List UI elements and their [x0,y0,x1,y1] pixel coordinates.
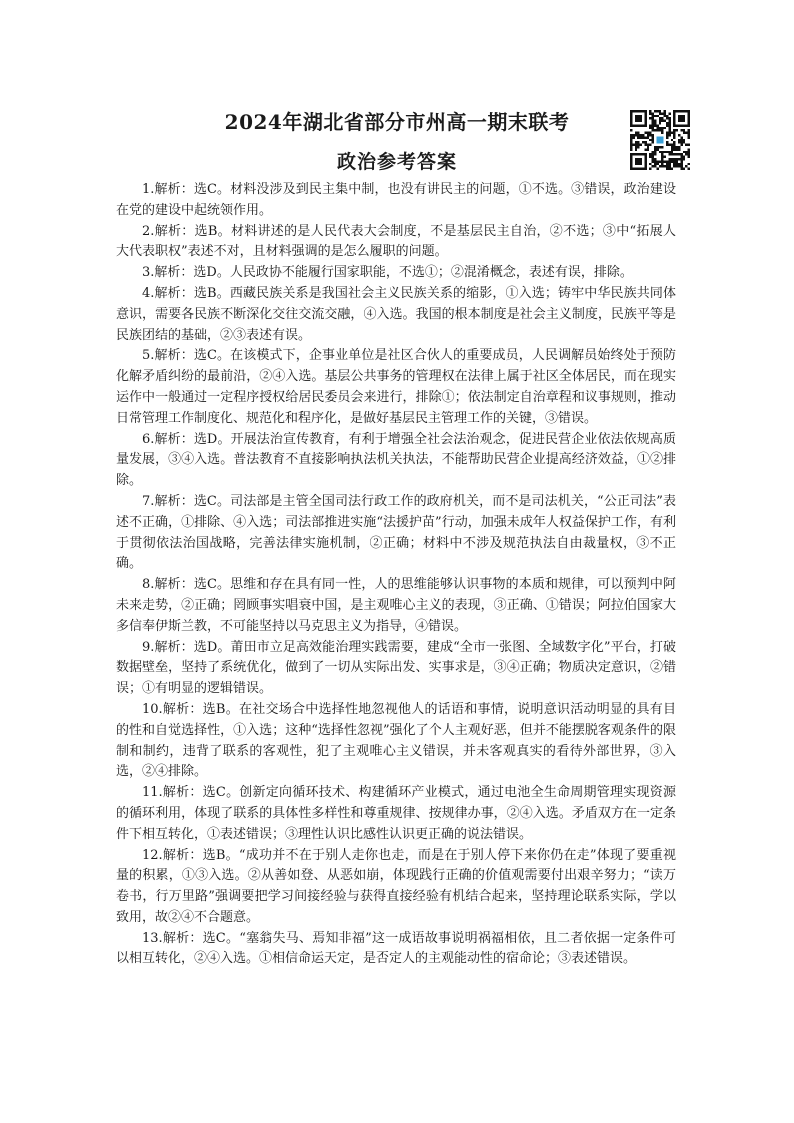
answer-item-6: 6.解析：选D。开展法治宣传教育，有利于增强全社会法治观念，促进民营企业依法依规高质量发展，③④入选。普法教育不直接影响执法机关执法，不能帮助民营企业提高经济效益，①②排除。 [116,431,676,489]
answer-item-3: 3.解析：选D。人民政协不能履行国家职能，不选①；②混淆概念，表述有误，排除。 [142,265,633,281]
answer-item-8: 8.解析：选C。思维和存在具有同一性，人的思维能够认识事物的本质和规律，可以预判中阿未来走势，②正确；罔顾事实唱衰中国，是主观唯心主义的表现，③正确、①错误；阿拉伯国家大多信奉伊斯兰教，不可能坚持以马克思主义为指导，④错误。 [116,577,676,634]
qr-code-icon [630,110,690,170]
answer-item-2: 2.解析：选B。材料讲述的是人民代表大会制度，不是基层民主自治，②不选；③中“拓展人大代表职权”表述不对，且材料强调的是怎么履职的问题。 [116,223,676,260]
answer-item-1: 1.解析：选C。材料没涉及到民主集中制，也没有讲民主的问题，①不选。③错误，政治建设在党的建设中起统领作用。 [116,182,676,218]
answer-item-11: 11.解析：选C。创新定向循环技术、构建循环产业模式，通过电池全生命周期管理实现资源的循环利用，体现了联系的具体性多样性和尊重规律、按规律办事，②④入选。矛盾双方在一定条件下相互转化，①表述错误；③理性认识比感性认识更正确的说法错误。 [116,785,676,842]
answer-item-5: 5.解析：选C。在该模式下，企事业单位是社区合伙人的重要成员，人民调解员始终处于预防化解矛盾纠纷的最前沿，②④入选。基层公共事务的管理权在法律上属于社区全体居民，而在现实运作中一般通过一定程序授权给居民委员会来进行，排除①；依法制定自治章程和议事规则，推动日常管理工作制度化、规范化和程序化，是做好基层民主管理工作的关键，③错误。 [116,348,676,426]
answer-item-13: 13.解析：选C。“塞翁失马、焉知非福”这一成语故事说明祸福相依，且二者依据一定条件可以相互转化，②④入选。①相信命运天定，是否定人的主观能动性的宿命论；③表述错误。 [116,930,676,967]
answer-item-12: 12.解析：选B。“成功并不在于别人走你也走，而是在于别人停下来你仍在走”体现了要重视量的积累，①③入选。②从善如登、从恶如崩，体现践行正确的价值观需要付出艰辛努力；“读万卷书，行万里路”强调要把学习间接经验与获得直接经验有机结合起来，坚持理论联系实际，学以致用，故②④不合题意。 [116,847,676,925]
document-title: 2024年湖北省部分市州高一期末联考 [224,110,570,134]
document-subtitle: 政治参考答案 [336,151,457,173]
answer-item-4: 4.解析：选B。西藏民族关系是我国社会主义民族关系的缩影，①入选；铸牢中华民族共同体意识，需要各民族不断深化交往交流交融，④入选。我国的根本制度是社会主义制度，民族平等是民族团结的基础，②③表述有误。 [116,285,676,343]
answer-item-9: 9.解析：选D。莆田市立足高效能治理实践需要，建成“全市一张图、全域数字化”平台，打破数据壁垒，坚持了系统优化，做到了一切从实际出发、实事求是，③④正确；物质决定意识，②错误；①有明显的逻辑错误。 [116,639,676,697]
answer-item-10: 10.解析：选B。在社交场合中选择性地忽视他人的话语和事情，说明意识活动明显的具有目的性和自觉选择性，①入选；这种“选择性忽视”强化了个人主观好恶，但并不能摆脱客观条件的限制和制约，违背了联系的客观性，犯了主观唯心主义错误，并未客观真实的看待外部世界，③入选，②④排除。 [116,701,676,780]
answer-item-7: 7.解析：选C。司法部是主管全国司法行政工作的政府机关，而不是司法机关，“公正司法”表述不正确，①排除、④入选；司法部推进实施“法援护苗”行动，加强未成年人权益保护工作，有利于贯彻依法治国战略，完善法律实施机制，②正确；材料中不涉及规范执法自由裁量权，③不正确。 [116,493,676,572]
answer-list [116,180,676,970]
